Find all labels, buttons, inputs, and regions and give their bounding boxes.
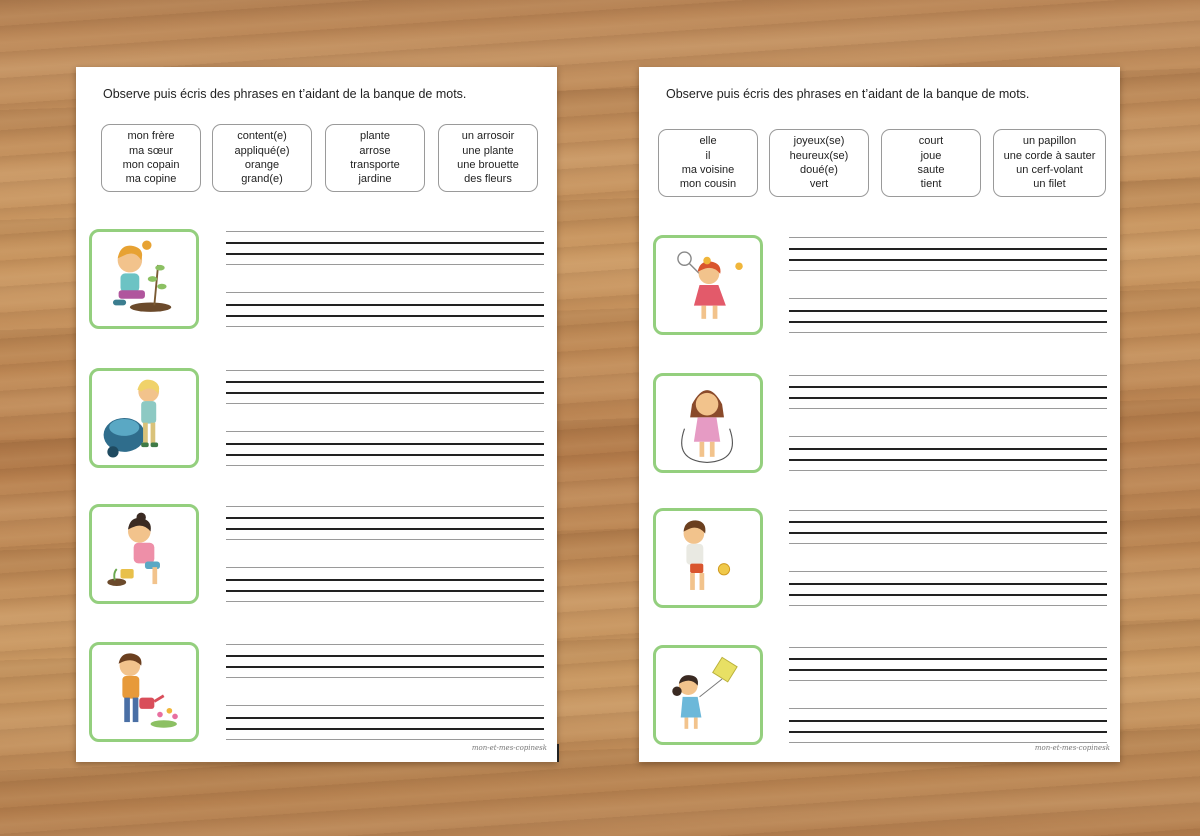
worksheet-right [639,67,1120,762]
word-bank-verbs [325,124,425,192]
word-bank-item: une corde à sauter [1003,149,1096,162]
girl-planting-tree-icon [89,229,199,329]
word-bank-item: heureux(se) [789,149,849,162]
word-bank-item: mon copain [122,159,180,171]
instruction: Observe puis écris des phrases en t’aidant de la banque de mots. [103,87,467,101]
writing-lines[interactable] [226,504,544,604]
writing-lines[interactable] [789,373,1107,473]
word-bank-item: orange [244,159,280,171]
word-bank-item: tient [920,178,942,191]
word-bank-nouns [993,129,1106,197]
word-bank-item: des fleurs [464,173,512,186]
word-bank-verbs [881,129,981,197]
writing-lines[interactable] [226,368,544,468]
writing-lines[interactable] [789,508,1107,608]
word-bank-item: doué(e) [800,164,838,176]
word-bank-item: ma copine [125,173,177,186]
page-edge-mark [557,744,559,762]
credit-mark: mon-et-mes-copinesk [471,744,547,752]
writing-lines[interactable] [789,235,1107,335]
word-bank-item: arrose [359,144,391,157]
word-bank-item: ma sœur [129,144,173,157]
credit-mark: mon-et-mes-copinesk [1034,744,1110,752]
writing-lines[interactable] [226,229,544,329]
word-bank-item: un filet [1033,178,1066,191]
word-bank-subjects [101,124,201,192]
instruction: Observe puis écris des phrases en t’aidant de la banque de mots. [666,87,1030,101]
word-bank-item: saute [917,164,945,176]
word-bank-item: une plante [462,144,514,157]
word-bank-item: ma voisine [681,164,735,176]
girl-gardening-icon [89,504,199,604]
girl-catching-butterfly-icon [653,235,763,335]
word-bank-item: un papillon [1022,135,1077,148]
writing-lines[interactable] [789,645,1107,745]
word-bank-item: court [918,135,944,148]
word-bank-item: elle [699,135,717,148]
word-bank-item: vert [809,178,829,191]
word-bank-item: joyeux(se) [793,135,845,148]
word-bank-item: content(e) [237,130,287,143]
word-bank-nouns [438,124,538,192]
word-bank-item: transporte [350,159,400,171]
word-bank-item: une brouette [457,159,519,171]
word-bank-adjectives [212,124,312,192]
boy-with-net-icon [653,508,763,608]
worksheet-left [76,67,557,762]
girl-jumping-rope-icon [653,373,763,473]
word-bank-item: mon frère [127,130,175,143]
word-bank-subjects [658,129,758,197]
boy-pushing-wheelbarrow-icon [89,368,199,468]
word-bank-item: grand(e) [241,173,283,186]
word-bank-item: mon cousin [679,178,737,191]
word-bank-adjectives [769,129,869,197]
word-bank-item: joue [920,149,942,162]
boy-watering-flowers-icon [89,642,199,742]
word-bank-item: appliqué(e) [234,144,290,157]
word-bank-item: un arrosoir [461,130,515,143]
word-bank-item: plante [360,130,390,143]
word-bank-item: jardine [358,173,392,186]
girl-flying-kite-icon [653,645,763,745]
word-bank-item: il [705,149,711,162]
writing-lines[interactable] [226,642,544,742]
word-bank-item: un cerf-volant [1016,164,1083,176]
